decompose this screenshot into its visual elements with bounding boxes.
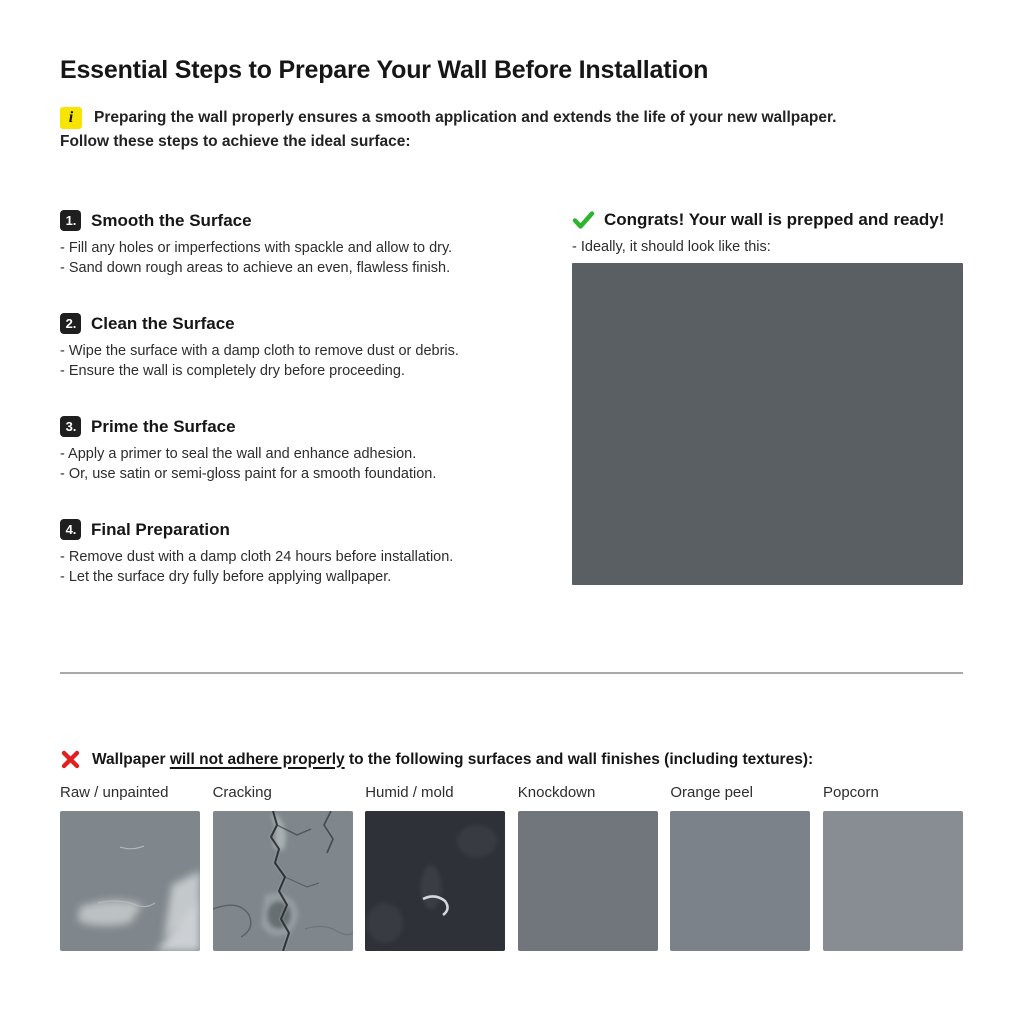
surface-item: [60, 783, 200, 951]
step-title: Smooth the Surface: [91, 210, 252, 230]
warning-text: Wallpaper will not adhere properly to the following surfaces and wall finishes (including textures):: [92, 750, 814, 768]
texture-image-raw-unpainted: [60, 811, 200, 951]
step-detail-line: - Or, use satin or semi-gloss paint for a smooth foundation.: [60, 466, 437, 482]
step-detail-line: - Fill any holes or imperfections with spackle and allow to dry.: [60, 240, 453, 256]
surface-item: [823, 783, 963, 951]
texture-image-knockdown: [518, 811, 658, 951]
step-number-badge: 4.: [60, 519, 81, 540]
x-icon: [60, 749, 81, 770]
step-2: [60, 313, 572, 381]
intro-line-1: Preparing the wall properly ensures a smooth application and extends the life of your new wallpaper.: [94, 109, 837, 126]
warning-heading: [60, 749, 963, 770]
page-title: Essential Steps to Prepare Your Wall Before Installation: [60, 56, 709, 84]
step-title: Prime the Surface: [91, 416, 236, 436]
texture-image-humid-mold: [365, 811, 505, 951]
step-detail-line: - Wipe the surface with a damp cloth to remove dust or debris.: [60, 343, 459, 359]
step-1: [60, 210, 572, 278]
surface-label: Humid / mold: [365, 784, 454, 801]
steps-column: [60, 210, 572, 587]
step-detail-line: - Remove dust with a damp cloth 24 hours before installation.: [60, 549, 454, 565]
step-detail-line: - Sand down rough areas to achieve an even, flawless finish.: [60, 260, 451, 276]
info-icon: i: [60, 107, 82, 129]
surface-item: [213, 783, 353, 951]
smooth-wall-image: [572, 263, 963, 585]
step-detail-line: - Let the surface dry fully before applying wallpaper.: [60, 569, 392, 585]
main-columns: [60, 210, 963, 587]
step-number-badge: 1.: [60, 210, 81, 231]
surfaces-row: [60, 783, 963, 951]
texture-image-popcorn: [823, 811, 963, 951]
section-divider: [60, 672, 963, 674]
result-subtitle: - Ideally, it should look like this:: [572, 239, 771, 255]
step-number-badge: 3.: [60, 416, 81, 437]
step-title: Clean the Surface: [91, 313, 235, 333]
check-icon: [572, 210, 595, 230]
step-title: Final Preparation: [91, 519, 230, 539]
step-detail-line: - Apply a primer to seal the wall and enhance adhesion.: [60, 446, 417, 462]
step-3: [60, 416, 572, 484]
step-number-badge: 2.: [60, 313, 81, 334]
surface-label: Knockdown: [517, 784, 596, 801]
intro-text: [60, 106, 963, 154]
result-title: Congrats! Your wall is prepped and ready!: [604, 210, 945, 229]
warning-emphasis: will not adhere properly: [169, 750, 345, 768]
surface-item: [670, 783, 810, 951]
step-4: [60, 519, 572, 587]
surface-label: Orange peel: [670, 784, 753, 801]
surface-item: [518, 783, 658, 951]
step-detail-line: - Ensure the wall is completely dry before proceeding.: [60, 363, 405, 379]
surface-label: Popcorn: [822, 784, 879, 801]
surface-item: [365, 783, 505, 951]
result-column: [572, 210, 963, 587]
surface-label: Cracking: [212, 784, 272, 801]
surface-label: Raw / unpainted: [60, 784, 169, 801]
texture-image-cracking: [213, 811, 353, 951]
intro-line-2: Follow these steps to achieve the ideal surface:: [60, 133, 411, 150]
texture-image-orange-peel: [670, 811, 810, 951]
